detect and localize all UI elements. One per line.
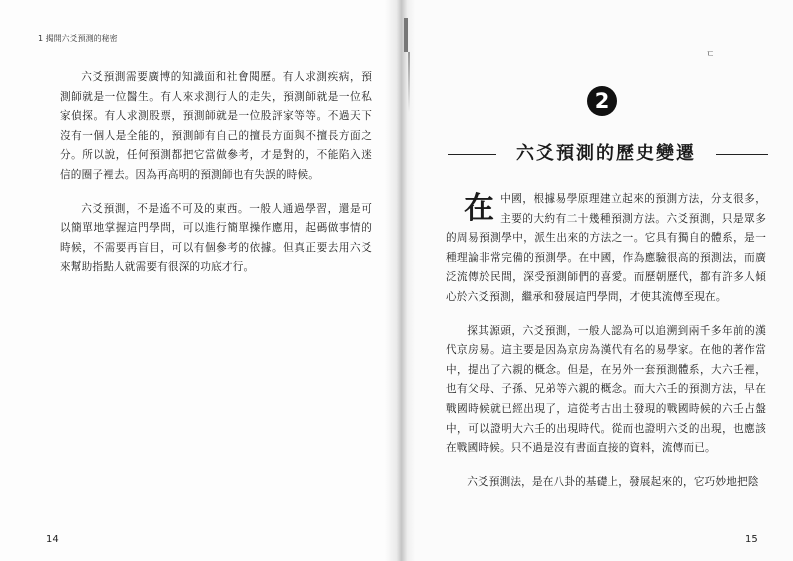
chapter-title-row [448,142,768,168]
right-page-body [446,190,766,506]
right-paragraph-1 [446,190,766,308]
title-rule-right [716,154,768,155]
gutter-scan-streak [408,52,410,112]
corner-mark: ㄷ [706,50,715,60]
gutter-scan-mark [404,18,408,52]
left-paragraph-2: 六爻預測，不是遙不可及的東西。一般人通過學習，還是可以簡單地掌握這門學問，可以進行簡單操作應用，起碼做事情的時候，不需要再盲目，可以有個參考的依據。但真正要去用六爻來幫助指點人就需要有很深的功底才行。 [60,202,372,274]
chapter-title: 六爻預測的歷史變遷 [516,143,696,164]
left-page-body [60,68,372,292]
right-paragraph-2: 探其源頭，六爻預測，一般人認為可以追溯到兩千多年前的漢代京房易。這主要是因為京房為漢代有名的易學家。在他的著作當中，提出了六親的概念。但是，在另外一套預測體系，大六壬裡，也有父母、子孫、兄弟等六親的概念。而大六壬的預測方法，早在戰國時候就已經出現了，這從考古出土發現的戰國時候的六壬占盤中，可以證明大六壬的出現時代。從而也證明六爻的出現，也應該在戰國時候。只不過是沒有書面直接的資料，流傳而已。 [446,324,766,455]
running-head: 1 揭開六爻預測的秘密 [38,34,118,43]
book-gutter [385,0,415,561]
page-number-left: 14 [46,534,59,545]
drop-cap: 在 [464,191,495,226]
left-paragraph-1: 六爻預測需要廣博的知識面和社會閱歷。有人求測疾病，預測師就是一位醫生。有人來求測行人的走失，預測師就是一位私家偵探。有人求測股票，預測師就是一位股評家等等。不過天下沒有一個人是全能的，預測師有自己的擅長方面與不擅長方面之分。所以說，任何預測都把它當做參考，才是對的，不能陷入迷信的圈子裡去。因為再高明的預測師也有失誤的時候。 [60,71,372,181]
title-rule-left [448,154,496,155]
right-paragraph-3: 六爻預測法，是在八卦的基礎上，發展起來的，它巧妙地把陰 [467,475,759,488]
right-paragraph-1-text: 中國，根據易學原理建立起來的預測方法，分支很多，主要的大約有二十幾種預測方法。六爻預測，只是眾多的周易預測學中，派生出來的方法之一。它具有獨自的體系，是一種理論非常完備的預測學。在中國，作為應驗很高的預測法，而廣泛流傳於民間，深受預測師們的喜愛。而歷朝歷代，都有許多人傾心於六爻預測，繼承和發展這門學問，才使其流傳至現在。 [446,193,766,303]
chapter-number-badge: 2 [587,86,617,116]
page-number-right: 15 [745,534,758,545]
